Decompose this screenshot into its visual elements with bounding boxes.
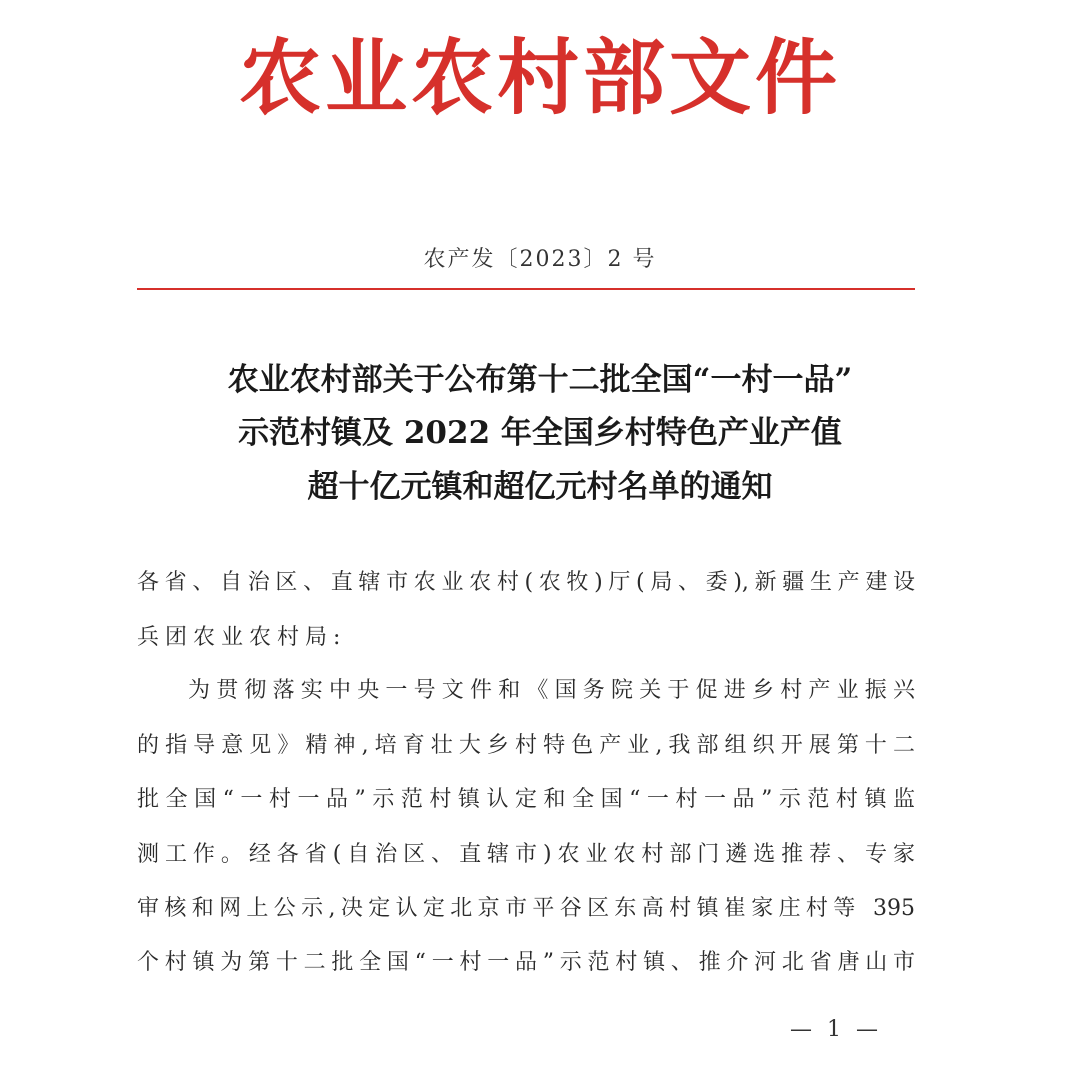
document-title-line: 农业农村部关于公布第十二批全国“一村一品” [227,362,853,398]
document-number: 农产发〔2023〕2 号 [423,247,657,272]
red-divider-line [137,288,915,290]
body-line: 各省、自治区、直辖市农业农村(农牧)厅(局、委),新疆生产建设 [137,570,915,595]
page-number: — 1 — [790,1017,882,1042]
document-masthead: 农业农村部文件 [238,30,841,126]
body-line: 批全国“一村一品”示范村镇认定和全国“一村一品”示范村镇监 [137,787,915,812]
body-line: 测工作。经各省(自治区、直辖市)农业农村部门遴选推荐、专家 [137,842,915,867]
body-line: 审核和网上公示,决定认定北京市平谷区东高村镇崔家庄村等 395 [137,896,915,921]
body-line: 为贯彻落实中央一号文件和《国务院关于促进乡村产业振兴 [188,678,915,703]
document-title-line: 超十亿元镇和超亿元村名单的通知 [307,469,773,505]
body-line: 的指导意见》精神,培育壮大乡村特色产业,我部组织开展第十二 [137,733,915,758]
document-title-line: 示范村镇及 2022 年全国乡村特色产业产值 [238,415,842,451]
body-line: 兵团农业农村局: [137,625,347,650]
body-line: 个村镇为第十二批全国“一村一品”示范村镇、推介河北省唐山市 [137,950,915,975]
